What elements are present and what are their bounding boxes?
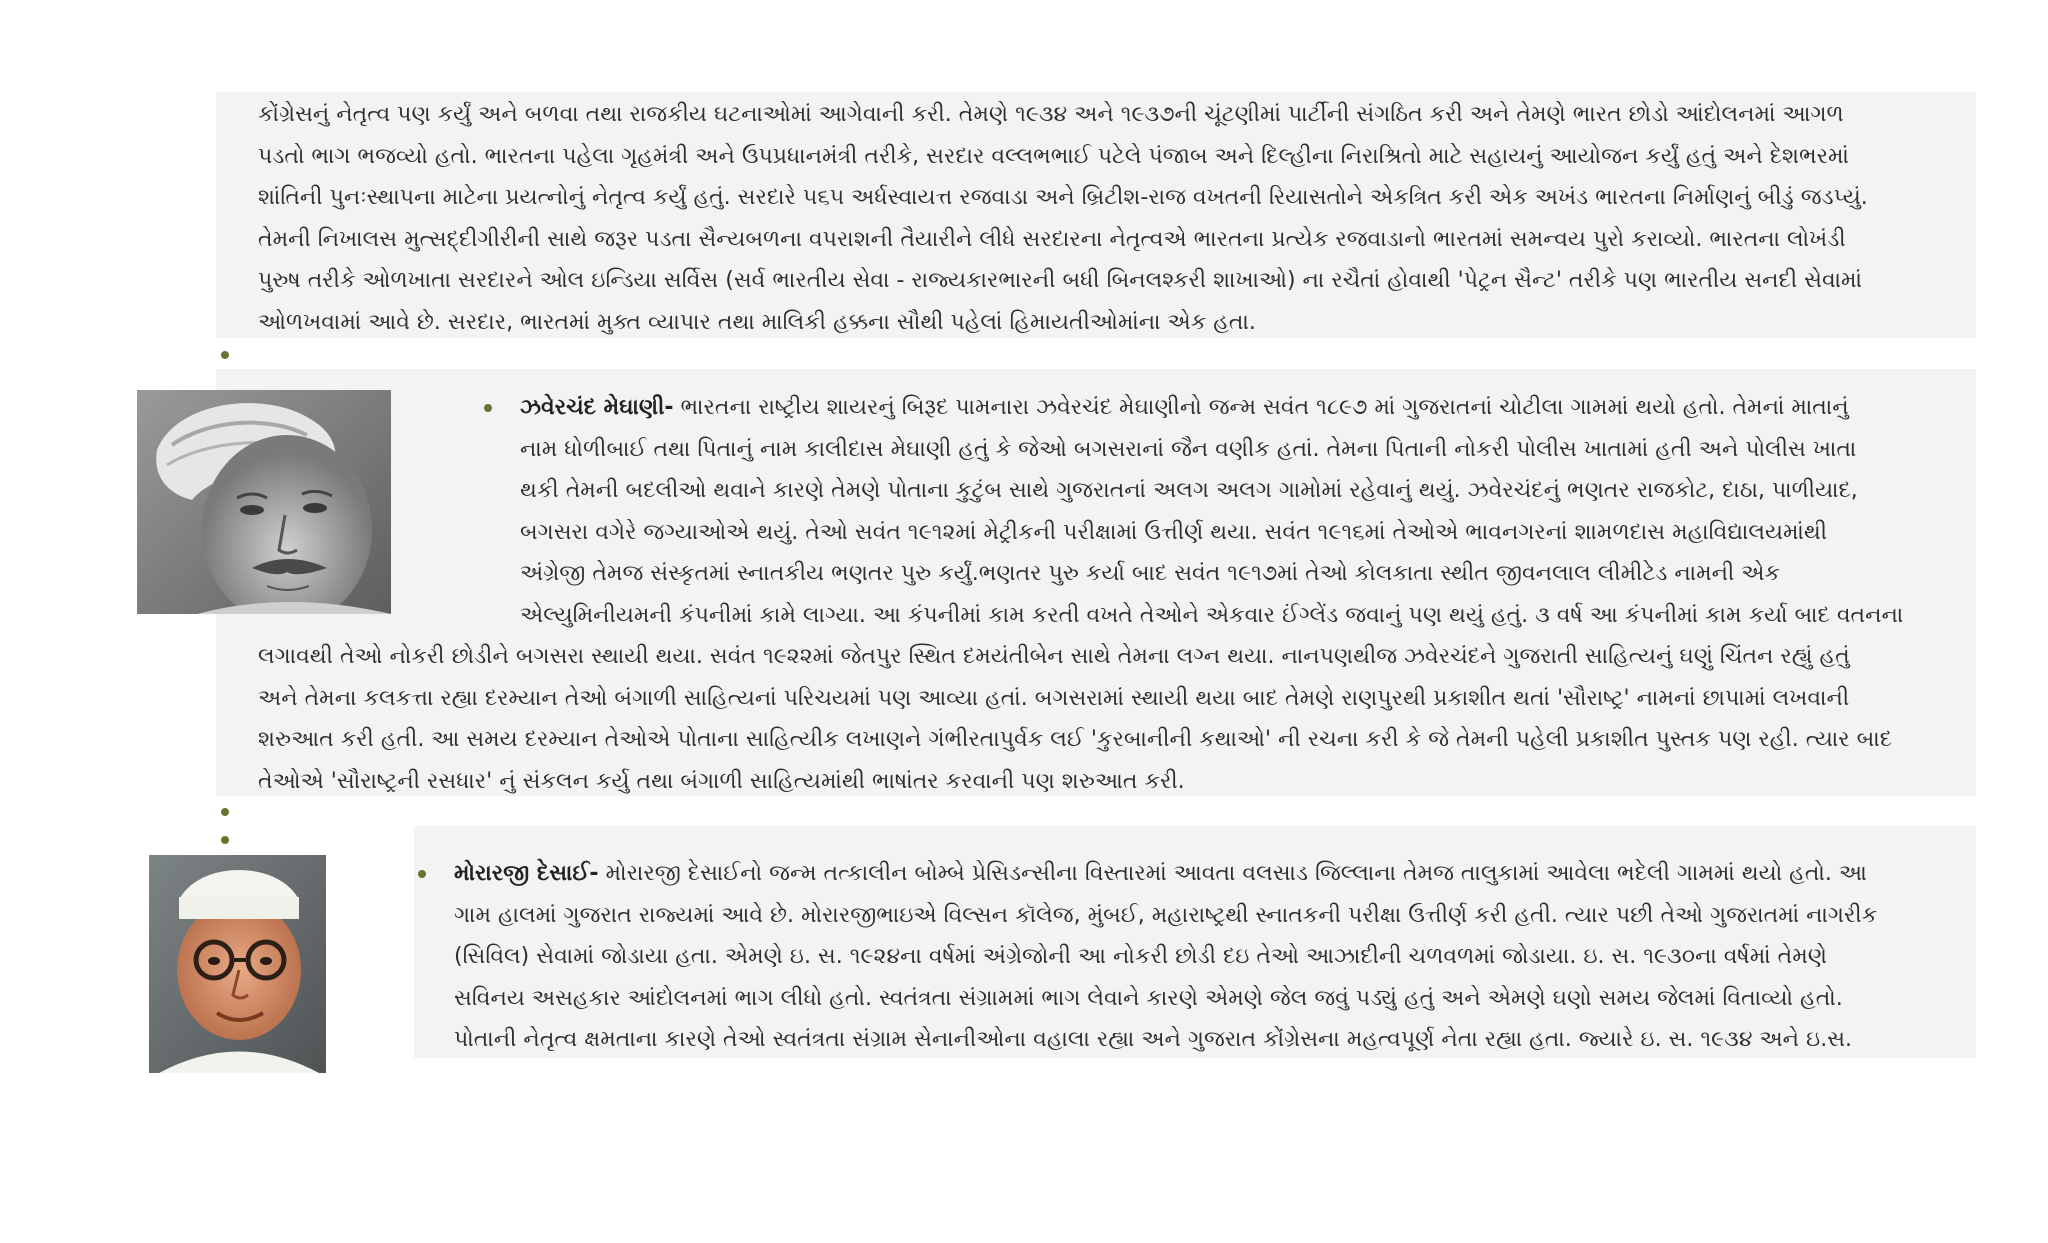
meghani-paragraph-full bbox=[258, 636, 1968, 802]
morarji-first-line-text: મોરારજી દેસાઈનો જન્મ તત્કાલીન બોમ્બે પ્રેસિડન્સીના વિસ્તારમાં આવતા વલસાડ જિલ્લાના તેમજ તાલુકામાં આવેલા ભદેલી ગામમાં થયો હતો. આ bbox=[598, 861, 1867, 886]
meghani-line: બગસરા વગેરે જગ્યાઓએ થયું. તેઓ સવંત ૧૯૧૨માં મેટ્રીકની પરીક્ષામાં ઉત્તીર્ણ થયા. સવંત ૧૯૧૬માં તેઓએ ભાવનગરનાં શામળદાસ મહાવિદ્યાલયમાંથી bbox=[520, 519, 1828, 545]
morarji-portrait bbox=[149, 855, 326, 1073]
meghani-first-line bbox=[520, 387, 1970, 429]
meghani-line: થકી તેમની બદલીઓ થવાને કારણે તેમણે પોતાના કુટુંબ સાથે ગુજરાતનાં અલગ અલગ ગામોમાં રહેવાનું થયું. ઝવેરચંદનું ભણતર રાજકોટ, દાઠા, પાળીયાદ, bbox=[520, 478, 1858, 503]
morarji-name: મોરારજી દેસાઈ- bbox=[454, 861, 599, 886]
morarji-line: પોતાની નેતૃત્વ ક્ષમતાના કારણે તેઓ સ્વતંત્રતા સંગ્રામ સેનાનીઓના વહાલા રહ્યા અને ગુજરાત કોંગ્રેસના મહત્વપૂર્ણ નેતા રહ્યા હતા. જ્યારે ઇ. સ. ૧૯૩૪ અને ઇ.સ. bbox=[454, 1027, 1853, 1052]
meghani-line: એલ્યુમિનીયમની કંપનીમાં કામે લાગ્યા. આ કંપનીમાં કામ કરતી વખતે તેઓને એકવાર ઈંગ્લેંડ જવાનું પણ થયું હતું. ૩ વર્ષ આ કંપનીમાં કામ કર્યા બાદ વતનના bbox=[520, 602, 1904, 628]
sardar-line: ઓળખવામાં આવે છે. સરદાર, ભારતમાં મુક્ત વ્યાપાર તથા માલિકી હક્કના સૌથી પહેલાં હિમાયતીઓમાંના એક હતા. bbox=[258, 309, 1256, 335]
meghani-line: તેઓએ 'સૌરાષ્ટ્રની રસધાર' નું સંકલન કર્યુ તથા બંગાળી સાહિત્યમાંથી ભાષાંતર કરવાની પણ શરુઆત કરી. bbox=[258, 768, 1185, 794]
empty-list-bullet bbox=[221, 351, 229, 359]
morarji-portrait-image bbox=[149, 855, 326, 1073]
meghani-paragraph-indented bbox=[520, 387, 1970, 636]
morarji-line: ગામ હાલમાં ગુજરાત રાજ્યમાં આવે છે. મોરારજીભાઇએ વિલ્સન કૉલેજ, મુંબઈ, મહારાષ્ટ્રથી સ્નાતકની પરીક્ષા ઉત્તીર્ણ કરી હતી. ત્યાર પછી તેઓ ગુજરાતમાં નાગરીક bbox=[454, 902, 1878, 928]
meghani-bullet bbox=[484, 404, 492, 412]
meghani-portrait bbox=[137, 390, 391, 614]
meghani-first-line-text: ભારતના રાષ્ટ્રીય શાયરનું બિરૂદ પામનારા ઝવેરચંદ મેઘાણીનો જન્મ સવંત ૧૮૯૭ માં ગુજરાતનાં ચોટીલા ગામમાં થયો હતો. તેમનાં માતાનું bbox=[673, 395, 1849, 420]
meghani-line: અને તેમના કલકત્તા રહ્યા દરમ્યાન તેઓ બંગાળી સાહિત્યનાં પરિચયમાં પણ આવ્યા હતાં. બગસરામાં સ્થાયી થયા બાદ તેમણે રાણપુરથી પ્રકાશીત થતાં 'સૌરાષ્ટ્ર' નામનાં છાપામાં લખવાની bbox=[258, 685, 1850, 711]
meghani-line: શરુઆત કરી હતી. આ સમય દરમ્યાન તેઓએ પોતાના સાહિત્યીક લખાણને ગંભીરતાપુર્વક લઈ 'કુરબાનીની કથાઓ' ની રચના કરી કે જે તેમની પહેલી પ્રકાશીત પુસ્તક પણ રહી. ત્યાર બાદ bbox=[258, 727, 1893, 752]
meghani-line: નામ ધોળીબાઈ તથા પિતાનું નામ કાલીદાસ મેઘાણી હતું કે જેઓ બગસરાનાં જૈન વણીક હતાં. તેમના પિતાની નોકરી પોલીસ ખાતામાં હતી અને પોલીસ ખાતા bbox=[520, 436, 1857, 462]
meghani-name: ઝવેરચંદ મેઘાણી- bbox=[520, 395, 674, 420]
morarji-bullet bbox=[418, 870, 426, 878]
morarji-first-line bbox=[454, 853, 1969, 895]
sardar-paragraph bbox=[258, 94, 1968, 343]
sardar-line: કોંગ્રેસનું નેતૃત્વ પણ કર્યું અને બળવા તથા રાજકીય ઘટનાઓમાં આગેવાની કરી. તેમણે ૧૯૩૪ અને ૧૯૩૭ની ચૂંટણીમાં પાર્ટીની સંગઠિત કરી અને તેમણે ભારત છોડો આંદોલનમાં આગળ bbox=[258, 102, 1844, 127]
meghani-line: અંગ્રેજી તેમજ સંસ્કૃતમાં સ્નાતકીય ભણતર પુરુ કર્યું.ભણતર પુરુ કર્યા બાદ સવંત ૧૯૧૭માં તેઓ કોલકાતા સ્થીત જીવનલાલ લીમીટેડ નામની એક bbox=[520, 561, 1781, 586]
sardar-line: શાંતિની પુનઃસ્થાપના માટેના પ્રયત્નોનું નેતૃત્વ કર્યું હતું. સરદારે ૫૬૫ અર્ધસ્વાયત્ત રજવાડા અને બ્રિટીશ-રાજ વખતની રિયાસતોને એકત્રિત કરી એક અખંડ ભારતના નિર્માણનું બીડું જડપ્યું. bbox=[258, 185, 1868, 210]
sardar-line: પડતો ભાગ ભજવ્યો હતો. ભારતના પહેલા ગૃહમંત્રી અને ઉપપ્રધાનમંત્રી તરીકે, સરદાર વલ્લભભાઈ પટેલે પંજાબ અને દિલ્હીના નિરાશ્રિતો માટે સહાયનું આયોજન કર્યું હતું અને દેશભરમાં bbox=[258, 143, 1849, 169]
morarji-paragraph bbox=[454, 853, 1969, 1061]
morarji-line: (સિવિલ) સેવામાં જોડાયા હતા. એમણે ઇ. સ. ૧૯૨૪ના વર્ષમાં અંગ્રેજોની આ નોકરી છોડી દઇ તેઓ આઝાદીની ચળવળમાં જોડાયા. ઇ. સ. ૧૯૩૦ના વર્ષમાં તેમણે bbox=[454, 944, 1827, 969]
sardar-line: પુરુષ તરીકે ઓળખાતા સરદારને ઓલ ઇન્ડિયા સર્વિસ (સર્વ ભારતીય સેવા - રાજ્યકારભારની બધી બિનલશ્કરી શાખાઓ) ના રચૈતાં હોવાથી 'પેટ્રન સૈન્ટ' તરીકે પણ ભારતીય સનદી સેવામાં bbox=[258, 268, 1862, 293]
sardar-line: તેમની નિખાલસ મુત્સદ્દીગીરીની સાથે જરૂર પડતા સૈન્યબળના વપરાશની તૈયારીને લીધે સરદારના નેતૃત્વએ ભારતના પ્રત્યેક રજવાડાનો ભારતમાં સમન્વય પુરો કરાવ્યો. ભારતના લોખંડી bbox=[258, 226, 1846, 252]
empty-list-bullet bbox=[221, 808, 229, 816]
meghani-line: લગાવથી તેઓ નોકરી છોડીને બગસરા સ્થાયી થયા. સવંત ૧૯૨૨માં જેતપુર સ્થિત દમયંતીબેન સાથે તેમના લગ્ન થયા. નાનપણથીજ ઝવેરચંદને ગુજરાતી સાહિત્યનું ઘણું ચિંતન રહ્યું હતું bbox=[258, 644, 1850, 669]
morarji-line: સવિનય અસહકાર આંદોલનમાં ભાગ લીધો હતો. સ્વતંત્રતા સંગ્રામમાં ભાગ લેવાને કારણે એમણે જેલ જવું પડ્યું હતું અને એમણે ઘણો સમય જેલમાં વિતાવ્યો હતો. bbox=[454, 985, 1843, 1011]
meghani-portrait-image bbox=[137, 390, 391, 614]
empty-list-bullet bbox=[221, 836, 229, 844]
